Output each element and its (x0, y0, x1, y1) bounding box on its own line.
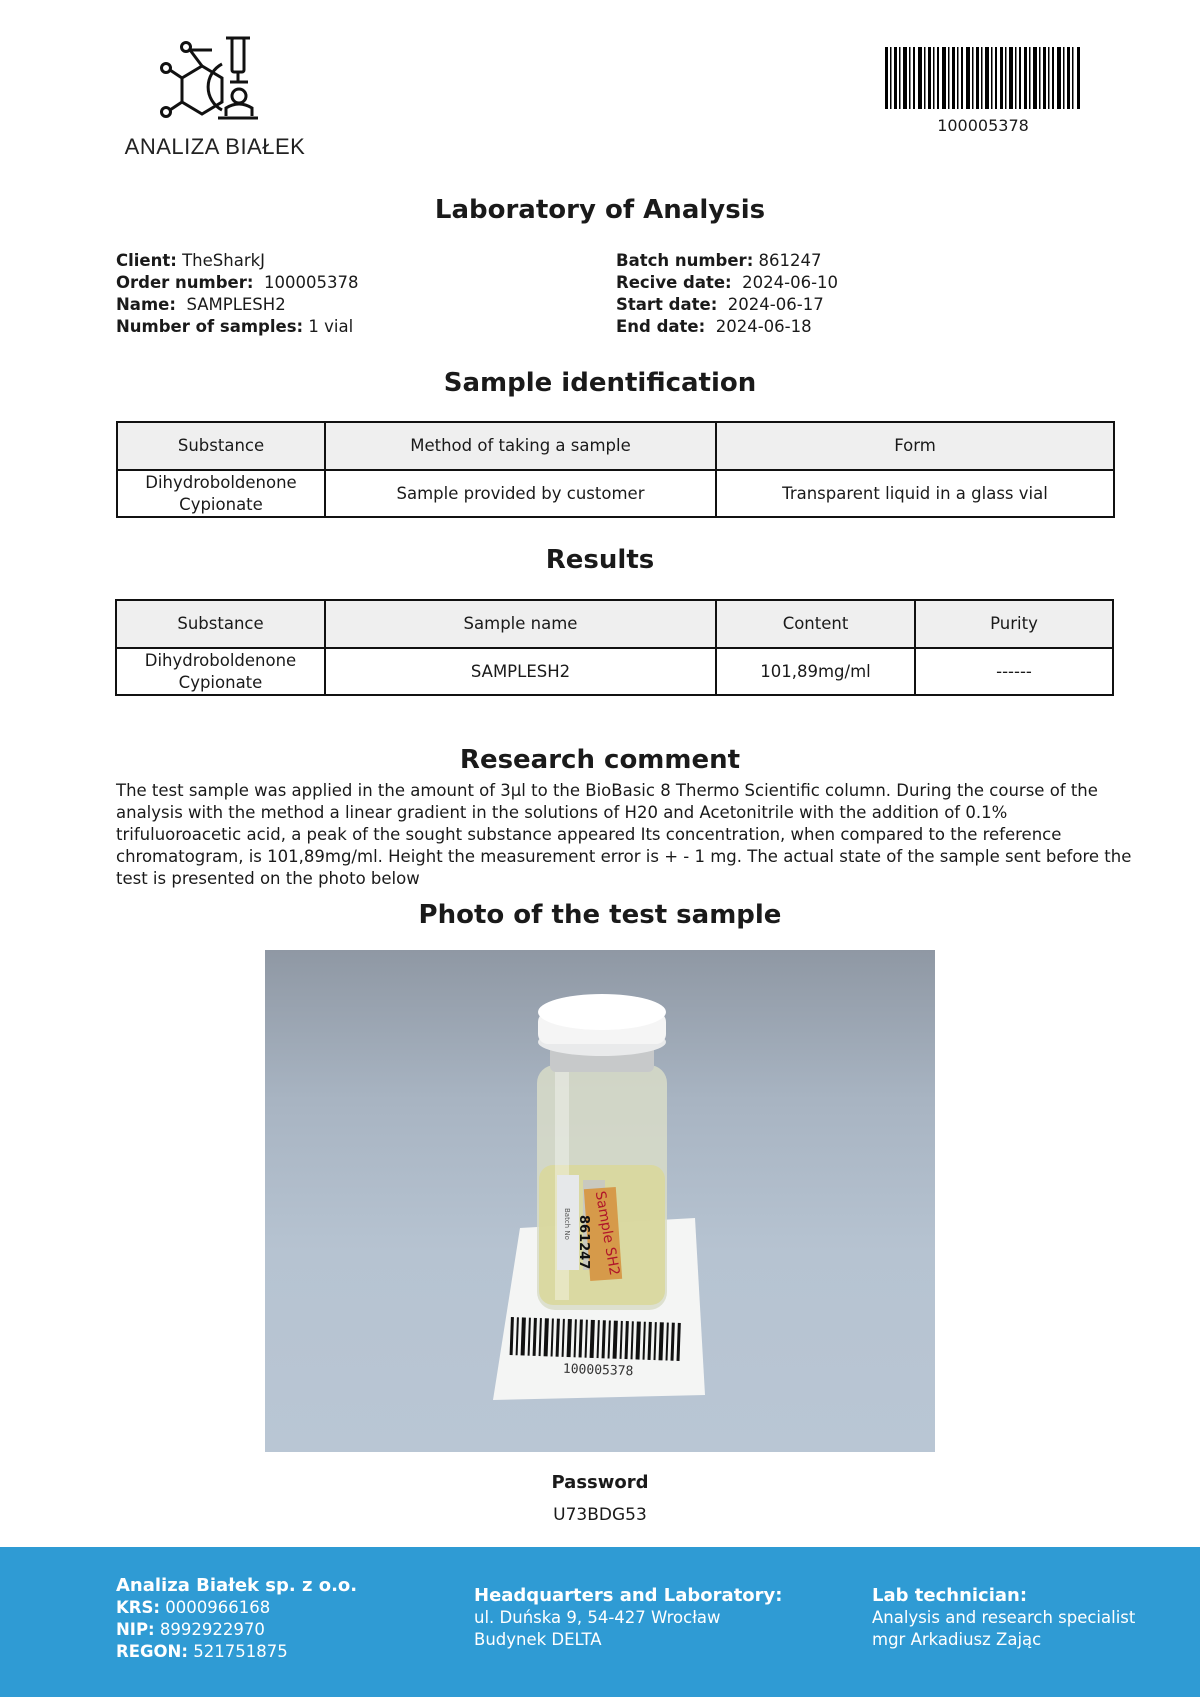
info-row-end-date (616, 316, 838, 338)
info-label: Name: (116, 295, 176, 314)
results-table (115, 599, 1114, 696)
info-value: 1 vial (308, 317, 354, 336)
info-row-receive-date (616, 272, 838, 294)
research-comment-text: The test sample was applied in the amount of 3μl to the BioBasic 8 Thermo Scientific column. During the course of the analysis with the method a linear gradient in the solutions of H20 and Acetonitrile with the addition of 0.1% trifuluoroacetic acid, a peak of the sought substance appeared Its concentration, when compared to the reference chromatogram, is 101,89mg/ml. Height the measurement error is + - 1 mg. The actual state of the sample sent before the test is presented on the photo below (116, 781, 1132, 888)
footer-nip (116, 1619, 357, 1641)
table-header-cell: Substance (116, 600, 325, 648)
barcode-number: 100005378 (937, 116, 1029, 135)
footer-hq-building: Budynek DELTA (474, 1630, 602, 1649)
section-title-photo: Photo of the test sample (418, 900, 782, 930)
info-value: SAMPLESH2 (186, 295, 286, 314)
footer-krs (116, 1597, 357, 1619)
info-row-client (116, 250, 358, 272)
footer-value: 0000966168 (165, 1598, 271, 1617)
info-value: 100005378 (263, 273, 359, 292)
info-row-batch-number (616, 250, 838, 272)
vial-photo-illustration (265, 950, 935, 1452)
table-row (116, 648, 1113, 695)
table-header-cell: Sample name (325, 600, 716, 648)
info-value: TheSharkJ (182, 251, 266, 270)
password-label: Password (551, 1472, 649, 1493)
table-cell: Dihydroboldenone Cypionate (117, 470, 325, 517)
info-label: Order number: (116, 273, 254, 292)
barcode-icon (885, 47, 1081, 109)
photo-barcode-number: 100005378 (562, 1361, 634, 1380)
footer-label: KRS: (116, 1598, 160, 1617)
footer-lab-technician (872, 1585, 1135, 1651)
footer-company-name: Analiza Białek sp. z o.o. (116, 1575, 358, 1596)
footer-label: REGON: (116, 1642, 188, 1661)
vial-batch-label: Batch No (563, 1208, 571, 1240)
info-label: Batch number: (616, 251, 754, 270)
footer-value: 8992922970 (159, 1620, 265, 1639)
table-header-cell: Purity (915, 600, 1113, 648)
footer-tech-name: mgr Arkadiusz Zając (872, 1630, 1042, 1649)
table-header-row (117, 422, 1114, 470)
section-title-sample-identification: Sample identification (443, 368, 757, 398)
table-cell: ------ (915, 648, 1113, 695)
table-header-cell: Substance (117, 422, 325, 470)
footer-hq-address: ul. Duńska 9, 54-427 Wrocław (474, 1608, 721, 1627)
footer-headquarters (474, 1585, 782, 1651)
info-row-number-of-samples (116, 316, 358, 338)
table-cell: Sample provided by customer (325, 470, 716, 517)
microscope-molecule-icon (160, 34, 280, 130)
table-header-cell: Content (716, 600, 915, 648)
vial-handwritten-label: Sample SH2 (591, 1189, 623, 1277)
section-title-results: Results (545, 545, 655, 575)
footer (0, 1547, 1200, 1697)
footer-company-info (116, 1575, 357, 1663)
table-cell: SAMPLESH2 (325, 648, 716, 695)
footer-value: 521751875 (193, 1642, 288, 1661)
password-value: U73BDG53 (553, 1505, 647, 1525)
table-cell: Transparent liquid in a glass vial (716, 470, 1114, 517)
footer-label: NIP: (116, 1620, 155, 1639)
info-value: 2024-06-18 (715, 317, 812, 336)
info-label: Client: (116, 251, 177, 270)
sample-identification-table (116, 421, 1115, 518)
sample-photo (265, 950, 935, 1452)
page-title: Laboratory of Analysis (434, 195, 766, 225)
table-cell: Dihydroboldenone Cypionate (116, 648, 325, 695)
logo-text: ANALIZA BIAŁEK (124, 134, 306, 159)
table-header-row (116, 600, 1113, 648)
footer-hq-title: Headquarters and Laboratory: (474, 1585, 783, 1606)
table-header-cell: Form (716, 422, 1114, 470)
info-label: Start date: (616, 295, 718, 314)
info-right (616, 250, 838, 338)
table-row (117, 470, 1114, 517)
footer-tech-role: Analysis and research specialist (872, 1608, 1136, 1627)
table-header-cell: Method of taking a sample (325, 422, 716, 470)
info-row-order-number (116, 272, 358, 294)
info-left (116, 250, 358, 338)
info-value: 2024-06-17 (727, 295, 824, 314)
footer-regon (116, 1641, 357, 1663)
info-label: End date: (616, 317, 706, 336)
table-cell: 101,89mg/ml (716, 648, 915, 695)
info-value: 2024-06-10 (742, 273, 839, 292)
footer-tech-title: Lab technician: (872, 1585, 1028, 1606)
info-value: 861247 (758, 251, 822, 270)
section-title-research-comment: Research comment (459, 745, 741, 775)
company-logo (110, 34, 320, 164)
info-label: Recive date: (616, 273, 732, 292)
info-label: Number of samples: (116, 317, 304, 336)
info-row-name (116, 294, 358, 316)
vial-batch-number: 861247 (576, 1215, 591, 1270)
info-row-start-date (616, 294, 838, 316)
